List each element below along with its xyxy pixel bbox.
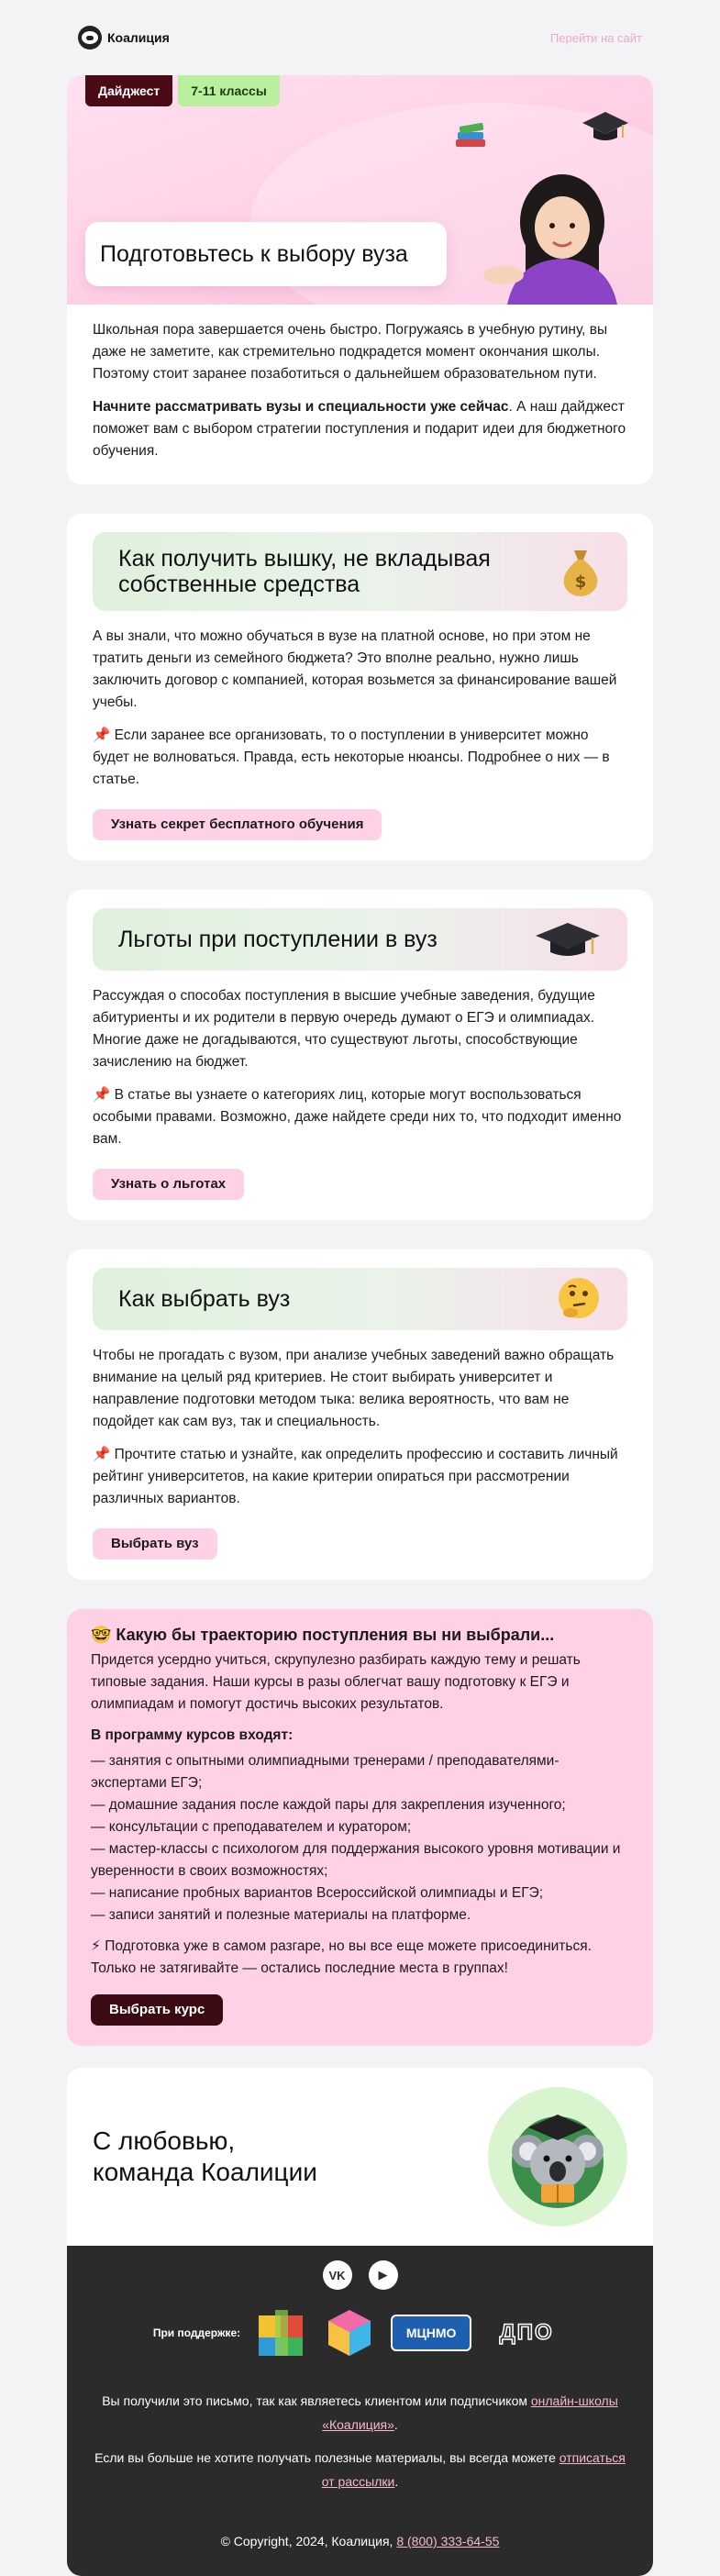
books-icon [452, 116, 489, 152]
courses-title: 🤓 Какую бы траекторию поступления вы ни выбрали... [91, 1626, 555, 1644]
email-container [67, 0, 653, 2576]
partner-logo-mcnmo[interactable] [391, 2315, 471, 2351]
signature-line-1: С любовью, [93, 2126, 236, 2155]
support-label: При поддержке: [152, 2326, 241, 2339]
graduation-cap-icon [581, 108, 630, 145]
hero-intro [67, 305, 653, 484]
article-card-choose-university [67, 1249, 653, 1580]
copyright-text: © Copyright, 2024, Коалиция, [220, 2534, 397, 2548]
hero-tags [85, 75, 280, 106]
footer-unsubscribe-note [94, 2446, 626, 2493]
intro-paragraph-2 [93, 396, 627, 462]
article-header [93, 1268, 627, 1330]
footer-subscription-note [94, 2389, 626, 2437]
list-item: — написание пробных вариантов Всероссийской олимпиады и ЕГЭ; [91, 1885, 544, 1901]
article-title: Как выбрать вуз [118, 1286, 291, 1312]
footer [67, 2246, 653, 2576]
girl-illustration-icon [471, 167, 636, 305]
intro-rest-text: . А наш дайджест поможет вам с выбором стратегии поступления и подарит идеи для бюджетного обучения. [93, 399, 626, 459]
article-paragraph-1: Рассуждая о способах поступления в высшие учебные заведения, будущие абитуриенты и их родители в первую очередь думают о ЕГЭ и олимпиадах. Многие даже не догадываются, что существуют льготы, способствующие зачислению на бюджет. [93, 988, 595, 1070]
list-item: — домашние задания после каждой пары для закрепления изученного; [91, 1797, 566, 1813]
money-bag-icon [559, 547, 602, 596]
courses-paragraph-1: Придется усердно учиться, скрупулезно разбирать каждую тему и решать типовые задания. Наши курсы в разы облегчат вашу подготовку к ЕГЭ и олимпиадам и помогут достичь высоких результатов. [91, 1652, 581, 1712]
thinking-face-icon [556, 1276, 602, 1322]
list-item: — консультации с преподавателем и куратором; [91, 1819, 412, 1835]
article-paragraph-2: 📌 Прочтите статью и узнайте, как определить профессию и составить личный рейтинг университетов, на какие критерии опираться при рассмотрении различных вариантов. [93, 1447, 618, 1506]
article-header [93, 532, 627, 611]
article-title: Как получить вышку, не вкладывая собственные средства [118, 546, 491, 597]
signature-card [67, 2068, 653, 2246]
logo[interactable] [78, 26, 170, 50]
phone-link[interactable]: 8 (800) 333-64-55 [396, 2534, 500, 2548]
article-body [93, 626, 627, 840]
article-card-benefits [67, 890, 653, 1220]
header [67, 0, 653, 75]
intro-paragraph-1: Школьная пора завершается очень быстро. Погружаясь в учебную рутину, вы даже не заметите, как стремительно подкрадется момент окончания школы. Поэтому стоит заранее позаботиться о дальнейшем образовательном пути. [93, 322, 608, 382]
partner-mcnmo-text: МЦНМО [405, 2326, 457, 2340]
partner-logo-cube-icon[interactable] [255, 2306, 308, 2359]
footer-text: . [393, 2417, 398, 2432]
hero-title: Подготовьтесь к выбору вуза [100, 240, 408, 267]
article-title: Льготы при поступлении в вуз [118, 927, 438, 952]
list-item: — занятия с опытными олимпиадными тренерами / преподавателями-экспертами ЕГЭ; [91, 1753, 559, 1791]
courses-list [91, 1750, 629, 1926]
tag-digest: Дайджест [85, 75, 172, 106]
partner-dpo-text: ДПО [499, 2320, 554, 2345]
list-item: — записи занятий и полезные материалы на платформе. [91, 1907, 471, 1923]
courses-card [67, 1609, 653, 2046]
choose-university-button[interactable]: Выбрать вуз [93, 1528, 217, 1560]
koala-logo-icon [78, 26, 102, 50]
signature-line-2: команда Коалиции [93, 2158, 317, 2186]
free-education-secret-button[interactable]: Узнать секрет бесплатного обучения [93, 809, 382, 840]
courses-list-title: В программу курсов входят: [91, 1727, 294, 1743]
article-paragraph-1: Чтобы не прогадать с вузом, при анализе учебных заведений важно обращать внимание на целый ряд критериев. Не стоит выбирать университет и направление подготовки методом тыка: велика вероятность, что вам не подойдет как сам вуз, так и специальность. [93, 1348, 615, 1429]
benefits-button[interactable]: Узнать о льготах [93, 1169, 244, 1200]
unsubscribe-link[interactable]: отписаться от рассылки [321, 2450, 626, 2489]
article-card-free-education [67, 514, 653, 861]
article-header [93, 908, 627, 971]
article-body [93, 985, 627, 1200]
intro-bold-text: Начните рассматривать вузы и специальности уже сейчас [93, 399, 509, 415]
vk-icon[interactable]: VK [323, 2260, 352, 2290]
footer-text: . [394, 2474, 399, 2489]
partner-logo-hex-icon[interactable] [323, 2306, 376, 2359]
list-item: — мастер-классы с психологом для поддержания высокого уровня мотивации и уверенности в своих возможностях; [91, 1841, 621, 1879]
hero-card [67, 75, 653, 484]
logo-text: Коалиция [107, 30, 170, 45]
footer-text: Вы получили это письмо, так как являетесь клиентом или подписчиком [102, 2393, 531, 2408]
hero-banner [67, 75, 653, 305]
svg-text:$: $ [574, 572, 587, 592]
choose-course-button[interactable]: Выбрать курс [91, 1994, 223, 2026]
go-to-site-link[interactable]: Перейти на сайт [549, 30, 642, 45]
graduation-cap-icon [534, 919, 602, 960]
tag-grades: 7-11 классы [178, 75, 280, 106]
article-paragraph-2: 📌 Если заранее все организовать, то о поступлении в университет можно будет не волноваться. Правда, есть некоторые нюансы. Подробнее о них — в статье. [93, 727, 610, 787]
footer-text: Если вы больше не хотите получать полезные материалы, вы всегда можете [94, 2450, 559, 2465]
hero-title-box [85, 222, 447, 286]
partners-row [94, 2306, 626, 2359]
partner-logo-dpo[interactable] [486, 2315, 567, 2351]
copyright [94, 2534, 626, 2548]
article-body [93, 1345, 627, 1560]
article-paragraph-2: 📌 В статье вы узнаете о категориях лиц, которые могут воспользоваться особыми правами. Возможно, даже найдете среди них то, что подходит именно вам. [93, 1087, 622, 1147]
social-links [94, 2260, 626, 2290]
school-link[interactable]: онлайн-школы «Коалиция» [322, 2393, 618, 2432]
courses-paragraph-2: ⚡ Подготовка уже в самом разгаре, но вы все еще можете присоединиться. Только не затягивайте — остались последние места в группах! [91, 1938, 592, 1976]
signature-text [93, 2126, 317, 2188]
youtube-icon[interactable]: ▶ [369, 2260, 398, 2290]
koala-mascot-icon [488, 2087, 627, 2226]
article-paragraph-1: А вы знали, что можно обучаться в вузе на платной основе, но при этом не тратить деньги из семейного бюджета? Это вполне реально, нужно лишь заключить договор с компанией, которая возьмется за финансирование вашей учебы. [93, 628, 617, 710]
